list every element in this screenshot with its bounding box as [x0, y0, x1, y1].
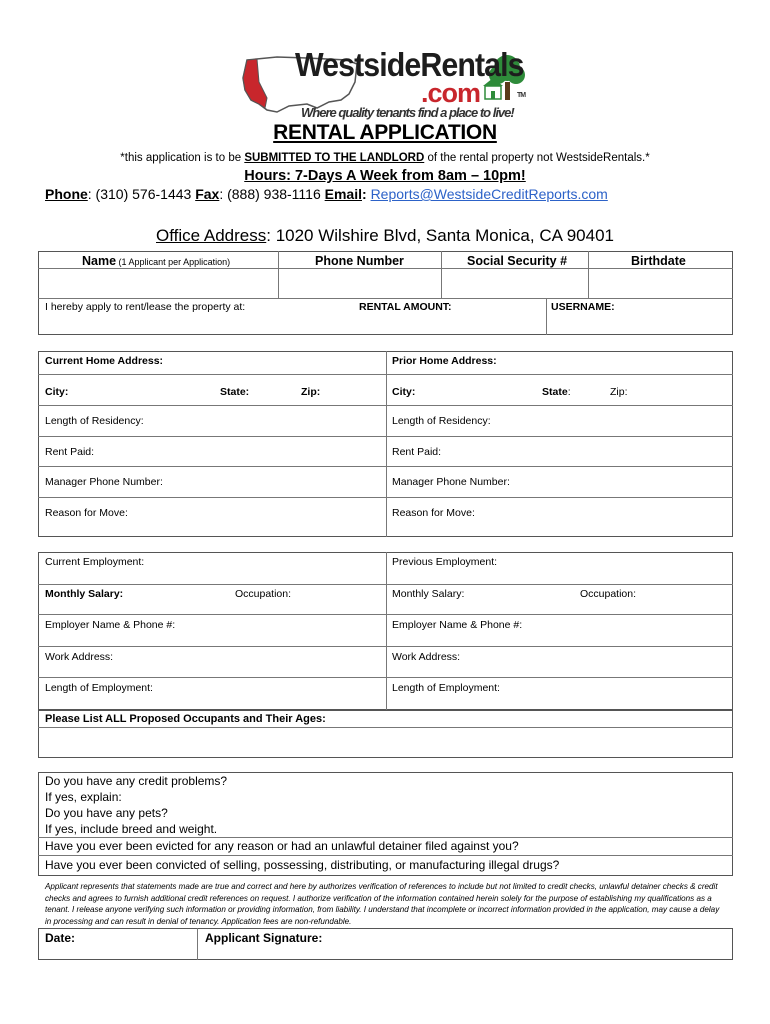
date-label: Date:	[45, 931, 76, 945]
logo-trademark: TM	[517, 92, 526, 99]
fax-label: Fax	[195, 186, 220, 202]
current-employment-label: Current Employment:	[45, 556, 145, 568]
current-length-employment-label: Length of Employment:	[45, 682, 153, 694]
phone-number-field[interactable]	[279, 269, 440, 297]
prior-reason-label: Reason for Move:	[392, 507, 475, 519]
phone-label: Phone	[45, 186, 88, 202]
logo-tagline: Where quality tenants find a place to live!	[301, 105, 514, 120]
previous-work-address-label: Work Address:	[392, 651, 461, 663]
current-city-label: City:	[45, 386, 69, 398]
prior-city-label: City:	[392, 386, 416, 398]
ssn-field[interactable]	[442, 269, 587, 297]
pets-question: Do you have any pets?	[45, 806, 168, 820]
office-value: : 1020 Wilshire Blvd, Santa Monica, CA 90401	[266, 226, 614, 245]
applicant-signature-label: Applicant Signature:	[205, 931, 323, 945]
email-colon: :	[362, 186, 371, 202]
email-label: Email	[324, 186, 362, 202]
note-pre: *this application is to be	[120, 152, 245, 164]
pets-detail-label: If yes, include breed and weight.	[45, 822, 218, 836]
current-state-label: State:	[220, 386, 250, 398]
credit-explain-label: If yes, explain:	[45, 790, 122, 804]
previous-occupation-label: Occupation:	[580, 588, 637, 600]
current-occupation-label: Occupation:	[235, 588, 292, 600]
previous-length-employment-label: Length of Employment:	[392, 682, 500, 694]
prior-rent-label: Rent Paid:	[392, 446, 442, 458]
ssn-header: Social Security #	[467, 254, 568, 268]
note-post: of the rental property not WestsideRentals.*	[424, 152, 650, 164]
logo-brand-text: WestsideRentals	[295, 46, 524, 83]
previous-employment-label: Previous Employment:	[392, 556, 498, 568]
prior-home-address-label: Prior Home Address:	[392, 355, 497, 367]
birthdate-field[interactable]	[589, 269, 732, 297]
current-home-address-label: Current Home Address:	[45, 355, 164, 367]
current-reason-label: Reason for Move:	[45, 507, 128, 519]
signature-field[interactable]	[198, 944, 732, 959]
logo-tld-text: .com	[421, 78, 481, 108]
eviction-question: Have you ever been evicted for any reason or had an unlawful detainer filed against you?	[45, 839, 519, 853]
prior-manager-label: Manager Phone Number:	[392, 476, 510, 488]
drug-conviction-question: Have you ever been convicted of selling, possessing, distributing, or manufacturing illegal drugs?	[45, 858, 560, 872]
note-bold: SUBMITTED TO THE LANDLORD	[244, 152, 425, 164]
prior-state-label: State:	[542, 386, 571, 398]
disclaimer-text: Applicant represents that statements made are true and correct and here by authorizes verification of references to include but not limited to credit checks, unlawful detainer checks & credit checks and agrees to furnish additional credit references on request. I authorize verification of the information contained herein solely for the purpose of establishing my qualifications as a tenant. I release anyone verifying such information or providing information, from liability. I understand that incomplete or incorrect information provided in the application, may cause a delay in processing and can result in denial of tenancy. Application fees are non-refundable.	[45, 882, 720, 926]
phone-value: : (310) 576-1443	[87, 186, 196, 202]
office-hours: Hours: 7-Days A Week from 8am – 10pm!	[244, 168, 526, 184]
email-link[interactable]: Reports@WestsideCreditReports.com	[370, 186, 608, 202]
prior-zip-label: Zip:	[610, 386, 628, 398]
name-header: Name (1 Applicant per Application)	[82, 254, 231, 268]
submission-note	[0, 152, 770, 164]
username-label: USERNAME:	[551, 301, 615, 313]
occupants-field[interactable]	[39, 728, 732, 757]
current-employer-label: Employer Name & Phone #:	[45, 619, 176, 631]
property-address-label: I hereby apply to rent/lease the property at:	[45, 301, 246, 313]
current-salary-label: Monthly Salary:	[45, 588, 124, 600]
prior-length-label: Length of Residency:	[392, 415, 491, 427]
current-rent-label: Rent Paid:	[45, 446, 95, 458]
rental-amount-label: RENTAL AMOUNT:	[359, 301, 452, 313]
office-address	[0, 226, 770, 246]
fax-value: : (888) 938-1116	[219, 186, 325, 202]
current-manager-label: Manager Phone Number:	[45, 476, 163, 488]
westsiderentals-logo	[237, 42, 537, 124]
current-zip-label: Zip:	[301, 386, 321, 398]
date-field[interactable]	[39, 944, 196, 959]
previous-salary-label: Monthly Salary:	[392, 588, 465, 600]
page-title: RENTAL APPLICATION	[273, 121, 497, 144]
occupants-label: Please List ALL Proposed Occupants and Their Ages:	[45, 713, 326, 725]
name-field[interactable]	[39, 269, 277, 297]
office-label: Office Address	[156, 226, 267, 245]
current-work-address-label: Work Address:	[45, 651, 114, 663]
credit-problems-question: Do you have any credit problems?	[45, 774, 228, 788]
previous-employer-label: Employer Name & Phone #:	[392, 619, 523, 631]
birthdate-header: Birthdate	[631, 254, 686, 268]
contact-line	[45, 186, 608, 202]
current-length-label: Length of Residency:	[45, 415, 144, 427]
phone-number-header: Phone Number	[315, 254, 404, 268]
